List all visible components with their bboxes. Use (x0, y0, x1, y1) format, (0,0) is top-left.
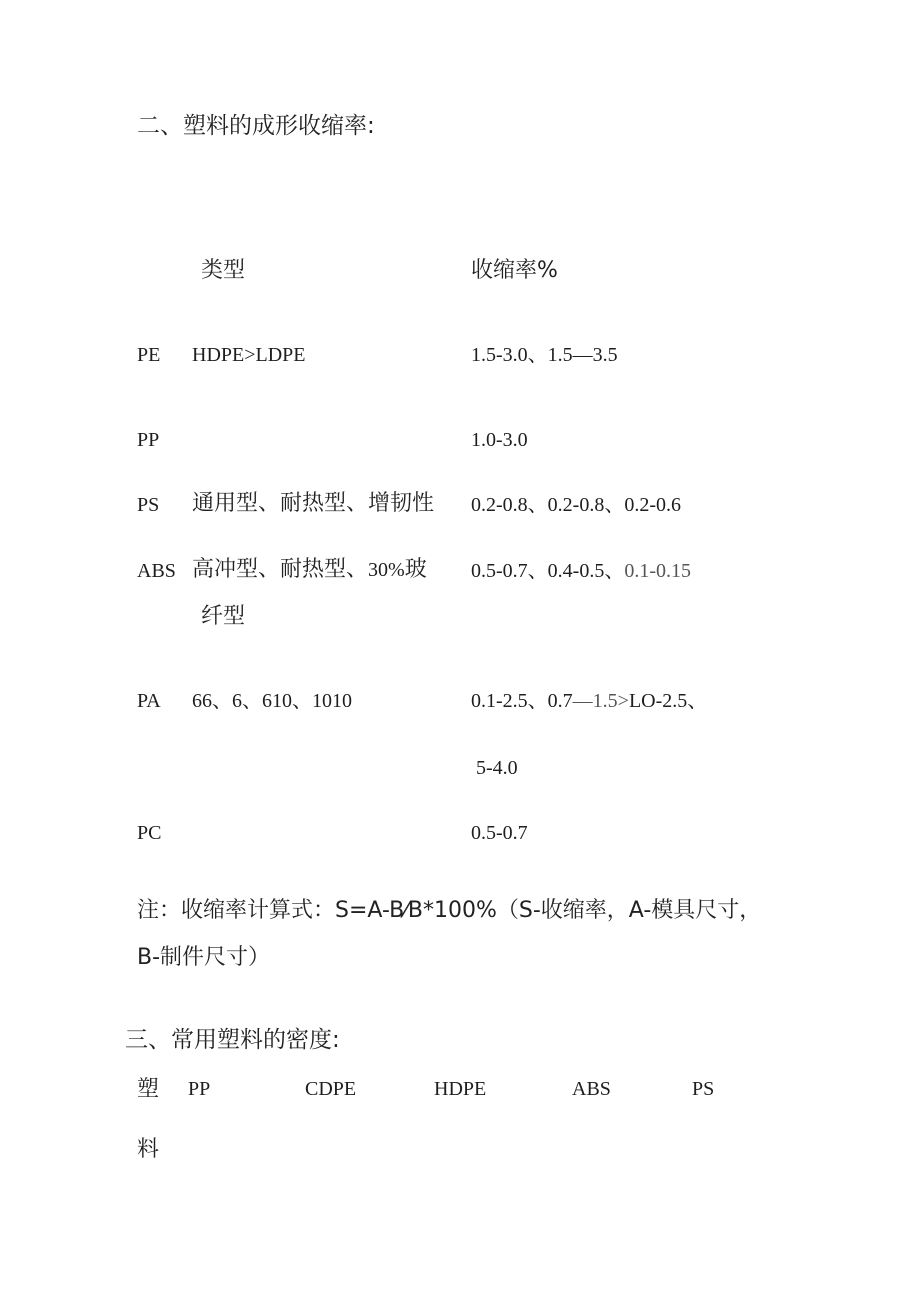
row-pe-type: HDPE>LDPE (192, 344, 306, 366)
row-abs-type-part1: 高冲型、耐热型、 (192, 557, 369, 582)
table-header-type: 类型 (201, 258, 246, 283)
density-row-label-2: 料 (137, 1137, 160, 1162)
table-header-rate: 收缩率% (471, 258, 558, 283)
row-abs-type-part2: 30% (368, 559, 405, 581)
row-abs-type-line2: 纤型 (201, 604, 246, 629)
row-abs-rate-part1: 0.5-0.7、0.4-0.5、 (471, 560, 625, 582)
row-pp-code: PP (137, 429, 160, 451)
row-abs-rate (471, 561, 691, 581)
row-ps-rate: 0.2-0.8、0.2-0.8、0.2-0.6 (471, 494, 681, 516)
row-pa-type: 66、6、610、1010 (192, 690, 352, 712)
row-ps-code: PS (137, 494, 160, 516)
row-pp-rate: 1.0-3.0 (471, 429, 528, 451)
density-col-ps: PS (692, 1078, 715, 1100)
note-line-2: B-制件尺寸） (137, 945, 271, 970)
row-pc-code: PC (137, 822, 162, 844)
row-pe-rate: 1.5-3.0、1.5—3.5 (471, 344, 618, 366)
note-line-1: 注：收缩率计算式：S=A-B⁄B*100%（S-收缩率，A-模具尺寸， (137, 898, 762, 923)
row-abs-type (192, 559, 427, 581)
row-pa-rate (471, 691, 707, 711)
row-pe-code: PE (137, 344, 161, 366)
row-abs-code: ABS (137, 560, 176, 582)
row-abs-rate-part2: 0.1-0.15 (624, 560, 691, 582)
row-ps-type: 通用型、耐热型、增韧性 (192, 491, 435, 516)
density-col-cdpe: CDPE (305, 1078, 357, 1100)
row-pa-code: PA (137, 690, 161, 712)
row-pa-rate-part3: LO-2.5、 (628, 690, 708, 712)
section-3-title: 三、常用塑料的密度: (125, 1027, 340, 1053)
row-pa-rate-part2: —1.5> (572, 690, 629, 712)
section-2-title: 二、塑料的成形收缩率: (137, 113, 375, 139)
density-col-hdpe: HDPE (434, 1078, 487, 1100)
row-pa-rate-part1: 0.1-2.5、0.7 (471, 690, 573, 712)
density-row-label-1: 塑 (137, 1077, 160, 1102)
row-pc-rate: 0.5-0.7 (471, 822, 528, 844)
density-col-abs: ABS (572, 1078, 611, 1100)
row-pa-rate-line2: 5-4.0 (476, 757, 518, 779)
row-abs-type-part3: 玻 (404, 557, 427, 582)
density-col-pp: PP (188, 1078, 211, 1100)
